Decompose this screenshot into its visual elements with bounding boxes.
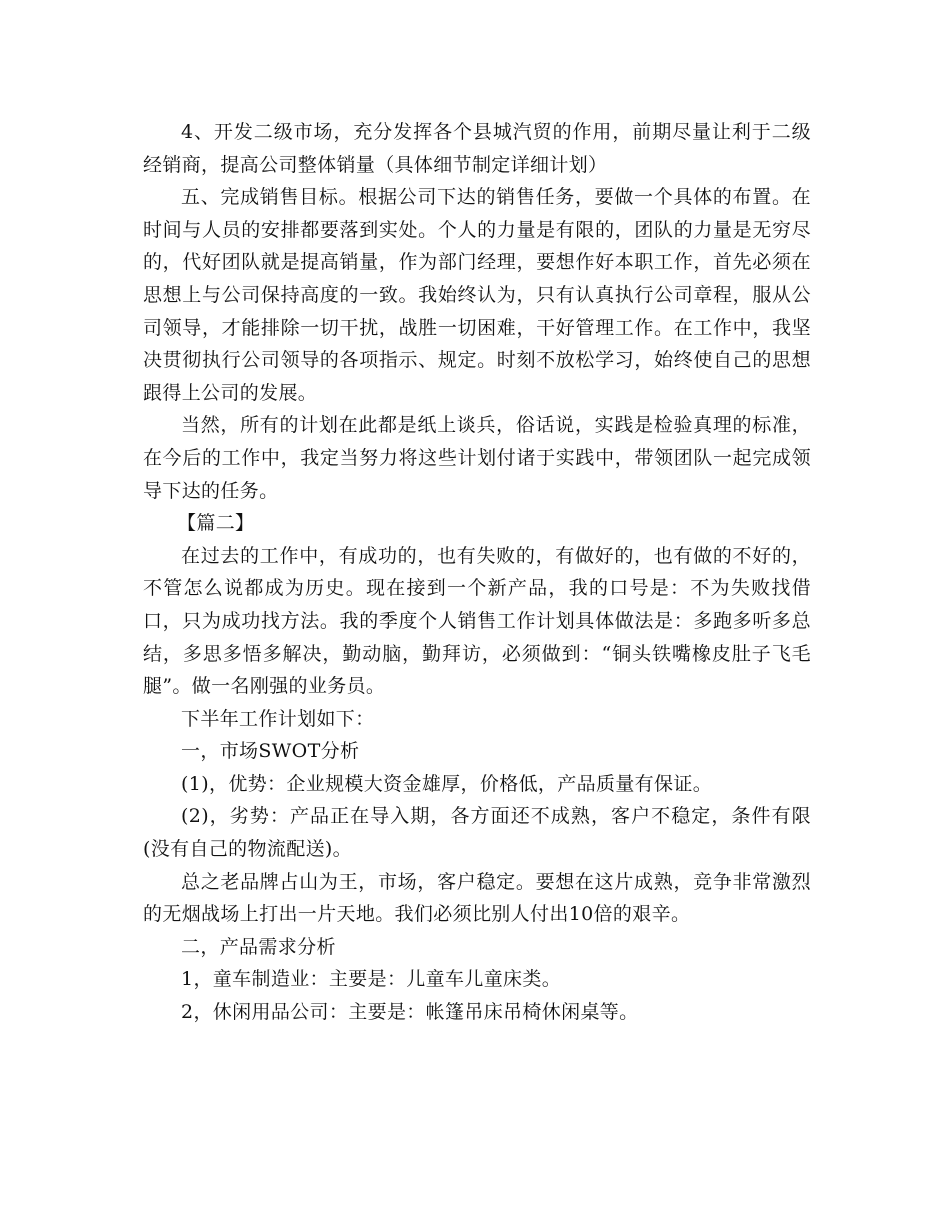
document-body (143, 116, 811, 1029)
heading-demand-analysis: 二，产品需求分析 (181, 935, 336, 958)
paragraph-past-work: 在过去的工作中，有成功的，也有失败的，有做好的，也有做的不好的，不管怎么说都成为历史。现在接到一个新产品，我的口号是：不为失败找借口，只为成功找方法。我的季度个人销售工作计划具体做法是：多跑多听多总结，多思多悟多解决，勤动脑，勤拜访，必须做到：“铜头铁嘴橡皮肚子飞毛腿”。做一名刚强的业务员。 (143, 544, 811, 698)
list-item-strengths: (1)，优势：企业规模大资金雄厚，价格低，产品质量有保证。 (181, 772, 713, 795)
heading-swot: 一，市场SWOT分析 (181, 740, 360, 763)
paragraph-sales-target: 五、完成销售目标。根据公司下达的销售任务，要做一个具体的布置。在时间与人员的安排都要落到实处。个人的力量是有限的，团队的力量是无穷尽的，代好团队就是提高销量，作为部门经理，要想作好本职工作，首先必须在思想上与公司保持高度的一致。我始终认为，只有认真执行公司章程，服从公司领导，才能排除一切干扰，战胜一切困难，干好管理工作。在工作中，我坚决贯彻执行公司领导的各项指示、规定。时刻不放松学习，始终使自己的思想跟得上公司的发展。 (143, 186, 811, 404)
list-item-weaknesses: (2)，劣势：产品正在导入期，各方面还不成熟，客户不稳定，条件有限(没有自己的物流配送)。 (143, 805, 811, 861)
paragraph-plan-intro: 下半年工作计划如下： (181, 707, 375, 730)
section-heading-part-two: 【篇二】 (177, 512, 255, 535)
paragraph-summary: 总之老品牌占山为王，市场，客户稳定。要想在这片成熟，竞争非常激烈的无烟战场上打出一片天地。我们必须比别人付出10倍的艰辛。 (143, 870, 811, 926)
paragraph-secondary-market: 4、开发二级市场，充分发挥各个县城汽贸的作用，前期尽量让利于二级经销商，提高公司整体销量（具体细节制定详细计划） (143, 121, 811, 176)
paragraph-conclusion: 当然，所有的计划在此都是纸上谈兵，俗话说，实践是检验真理的标准，在今后的工作中，我定当努力将这些计划付诸于实践中，带领团队一起完成领导下达的任务。 (143, 414, 811, 502)
list-item-leisure-goods: 2，休闲用品公司：主要是：帐篷吊床吊椅休闲桌等。 (181, 1001, 639, 1024)
list-item-stroller-industry: 1，童车制造业：主要是：儿童车儿童床类。 (181, 968, 562, 991)
